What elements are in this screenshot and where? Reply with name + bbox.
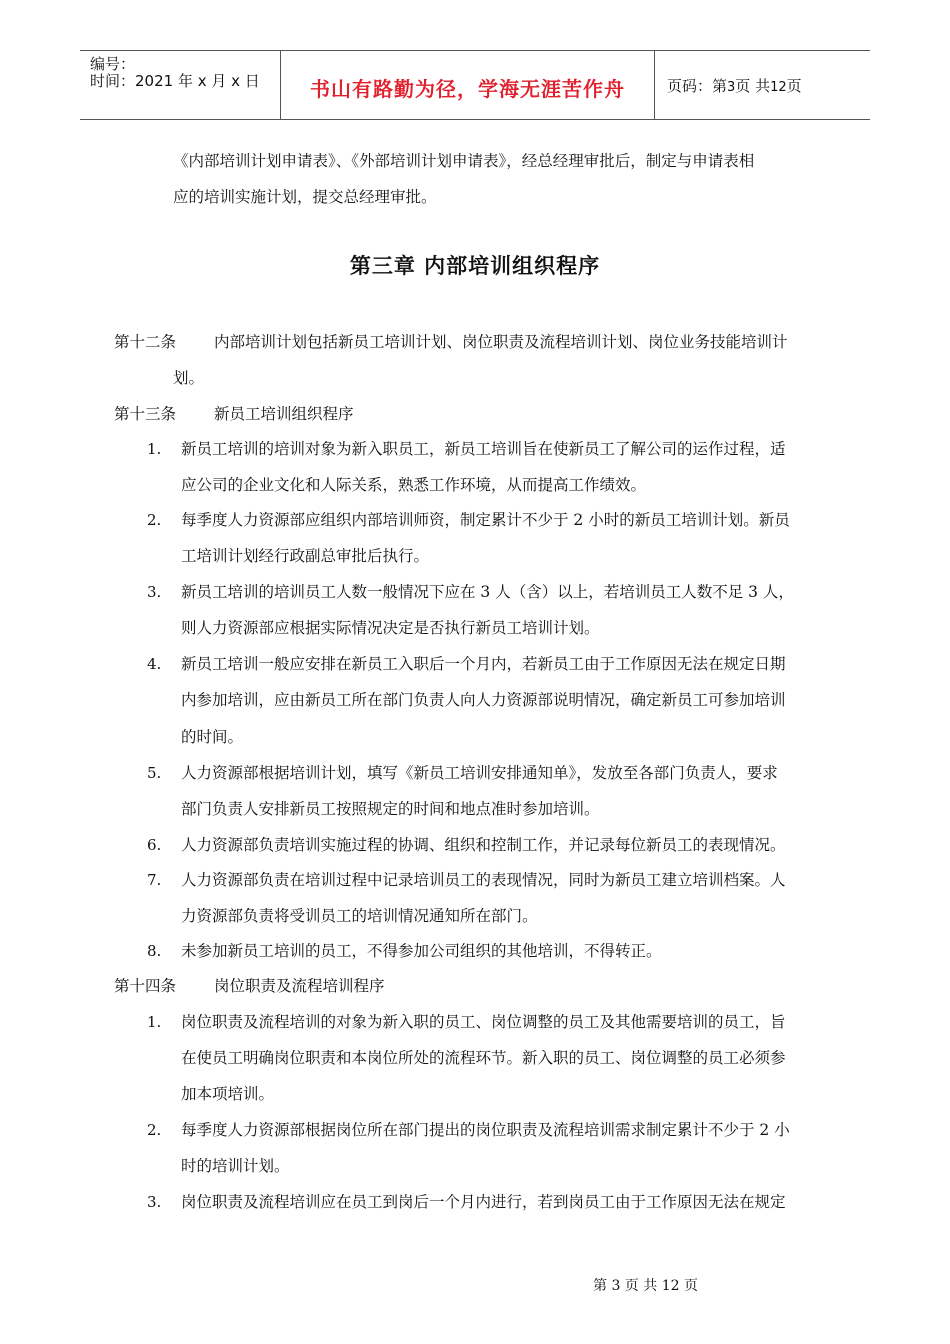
page-suffix: 页 bbox=[786, 77, 802, 95]
list-item-line: 每季度人力资源部应组织内部培训师资，制定累计不少于 2 小时的新员工培训计划。新员 bbox=[181, 511, 790, 529]
intro-line: 应的培训实施计划，提交总经理审批。 bbox=[173, 188, 437, 206]
list-item-number: 4. bbox=[147, 655, 162, 673]
list-item-line: 应公司的企业文化和人际关系，熟悉工作环境，从而提高工作绩效。 bbox=[181, 476, 647, 494]
list-item-number: 1. bbox=[147, 1013, 162, 1031]
code-label: 编号： bbox=[90, 55, 136, 73]
list-item-number: 2. bbox=[147, 511, 162, 529]
list-item-line: 新员工培训的培训对象为新入职员工，新员工培训旨在使新员工了解公司的运作过程，适 bbox=[181, 440, 786, 458]
list-item-number: 8. bbox=[147, 942, 162, 960]
list-item-line: 加本项培训。 bbox=[181, 1085, 275, 1103]
list-item-number: 6. bbox=[147, 836, 162, 854]
motto: 书山有路勤为径，学海无涯苦作舟 bbox=[310, 77, 625, 101]
list-item-line: 每季度人力资源部根据岗位所在部门提出的岗位职责及流程培训需求制定累计不少于 2 小 bbox=[181, 1121, 790, 1139]
header-info-cell bbox=[80, 51, 281, 119]
page-number: 3 bbox=[727, 80, 736, 95]
article-label: 第十四条 bbox=[114, 977, 177, 995]
list-item-number: 3. bbox=[147, 583, 162, 601]
list-item-line: 岗位职责及流程培训的对象为新入职的员工、岗位调整的员工及其他需要培训的员工，旨 bbox=[181, 1013, 786, 1031]
chapter-title: 第三章 内部培训组织程序 bbox=[349, 254, 601, 278]
list-item-line: 人力资源部负责培训实施过程的协调、组织和控制工作，并记录每位新员工的表现情况。 bbox=[181, 836, 786, 854]
list-item-line: 未参加新员工培训的员工，不得参加公司组织的其他培训，不得转正。 bbox=[181, 942, 662, 960]
list-item-line: 的时间。 bbox=[181, 728, 244, 746]
article-title: 新员工培训组织程序 bbox=[214, 405, 354, 423]
header-page-cell bbox=[655, 51, 870, 119]
list-item-line: 新员工培训一般应安排在新员工入职后一个月内，若新员工由于工作原因无法在规定日期 bbox=[181, 655, 786, 673]
list-item-line: 力资源部负责将受训员工的培训情况通知所在部门。 bbox=[181, 907, 538, 925]
list-item-line: 则人力资源部应根据实际情况决定是否执行新员工培训计划。 bbox=[181, 619, 600, 637]
article-label: 第十二条 bbox=[114, 333, 177, 351]
page-total: 12 bbox=[770, 80, 787, 95]
article-text-line: 划。 bbox=[173, 369, 205, 387]
list-item-line: 新员工培训的培训员工人数一般情况下应在 3 人（含）以上，若培训员工人数不足 3 人， bbox=[181, 583, 794, 601]
article-label: 第十三条 bbox=[114, 405, 177, 423]
list-item-number: 2. bbox=[147, 1121, 162, 1139]
article-title: 岗位职责及流程培训程序 bbox=[214, 977, 385, 995]
page-prefix: 页码：第 bbox=[667, 77, 728, 95]
time-label: 时间：2021 年 x 月 x 日 bbox=[90, 72, 260, 90]
document-header bbox=[80, 50, 870, 120]
page-footer: 第 3 页 共 12 页 bbox=[593, 1278, 698, 1294]
list-item-number: 3. bbox=[147, 1193, 162, 1211]
list-item-line: 在使员工明确岗位职责和本岗位所处的流程环节。新入职的员工、岗位调整的员工必须参 bbox=[181, 1049, 786, 1067]
list-item-number: 5. bbox=[147, 764, 162, 782]
list-item-line: 内参加培训，应由新员工所在部门负责人向人力资源部说明情况，确定新员工可参加培训 bbox=[181, 691, 786, 709]
list-item-line: 部门负责人安排新员工按照规定的时间和地点准时参加培训。 bbox=[181, 800, 600, 818]
list-item-line: 工培训计划经行政副总审批后执行。 bbox=[181, 547, 430, 565]
article-text-line: 内部培训计划包括新员工培训计划、岗位职责及流程培训计划、岗位业务技能培训计 bbox=[214, 333, 788, 351]
page-indicator bbox=[667, 75, 802, 96]
page-mid: 页 共 bbox=[735, 77, 771, 95]
list-item-number: 1. bbox=[147, 440, 162, 458]
list-item-line: 时的培训计划。 bbox=[181, 1157, 290, 1175]
list-item-line: 岗位职责及流程培训应在员工到岗后一个月内进行，若到岗员工由于工作原因无法在规定 bbox=[181, 1193, 786, 1211]
list-item-line: 人力资源部负责在培训过程中记录培训员工的表现情况，同时为新员工建立培训档案。人 bbox=[181, 871, 786, 889]
header-motto-cell bbox=[281, 51, 655, 119]
list-item-number: 7. bbox=[147, 871, 162, 889]
intro-line: 《内部培训计划申请表》、《外部培训计划申请表》，经总经理审批后，制定与申请表相 bbox=[173, 152, 755, 170]
list-item-line: 人力资源部根据培训计划，填写《新员工培训安排通知单》，发放至各部门负责人，要求 bbox=[181, 764, 778, 782]
